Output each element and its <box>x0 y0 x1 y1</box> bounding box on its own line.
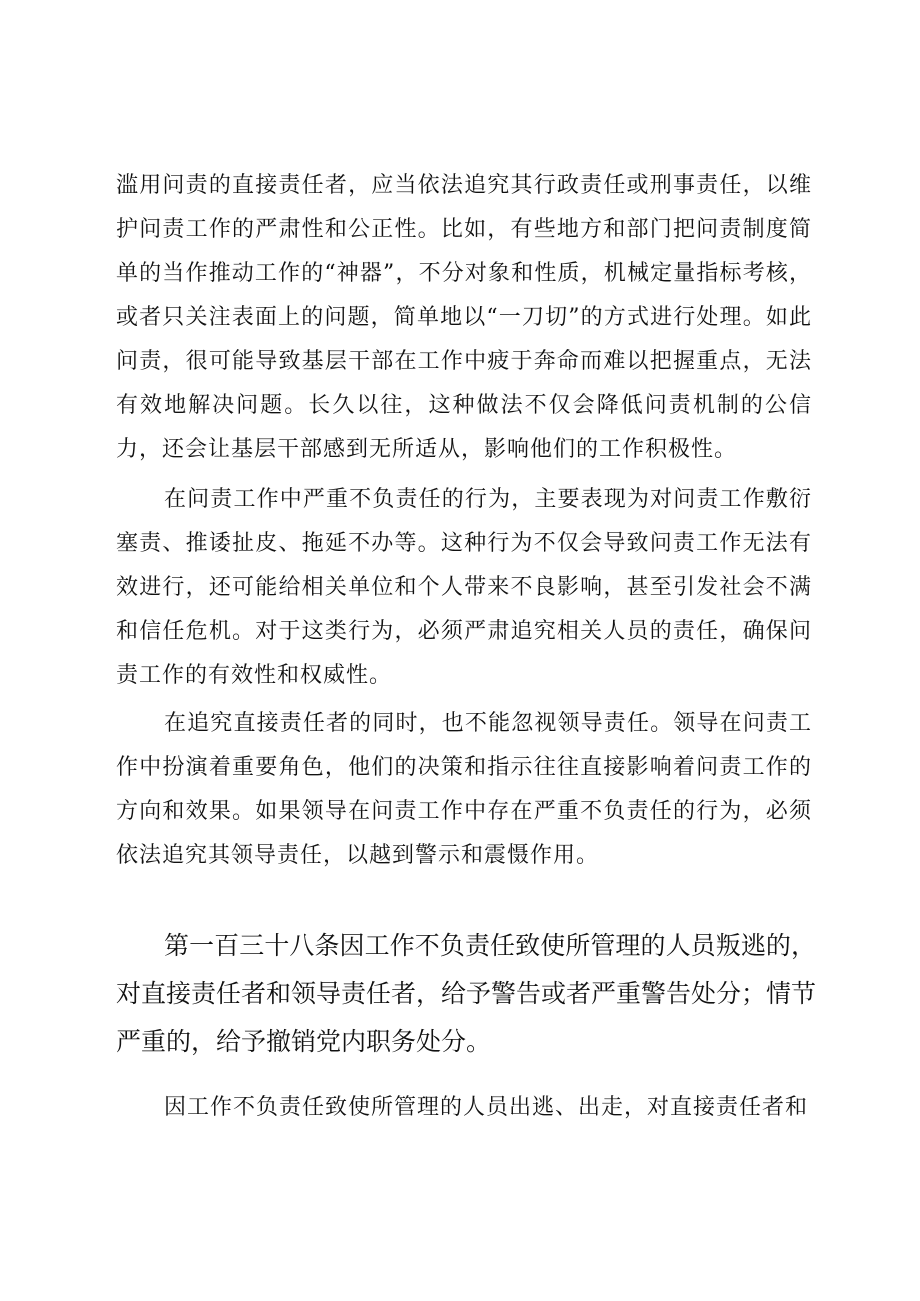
body-paragraph: 滥用问责的直接责任者，应当依法追究其行政责任或刑事责任，以维护问责工作的严肃性和公正性。比如，有些地方和部门把问责制度简单的当作推动工作的“神器”，不分对象和性质，机械定量指标考核，或者只关注表面上的问题，简单地以“一刀切”的方式进行处理。如此问责，很可能导致基层干部在工作中疲于奔命而难以把握重点，无法有效地解决问题。长久以往，这种做法不仅会降低问责机制的公信力，还会让基层干部感到无所适从，影响他们的工作积极性。 <box>116 173 812 462</box>
article-heading: 第一百三十八条因工作不负责任致使所管理的人员叛逃的，对直接责任者和领导责任者，给予警告或者严重警告处分；情节严重的，给予撤销党内职务处分。 <box>116 931 817 1056</box>
body-paragraph: 在问责工作中严重不负责任的行为，主要表现为对问责工作敷衍塞责、推诿扯皮、拖延不办等。这种行为不仅会导致问责工作无法有效进行，还可能给相关单位和个人带来不良影响，甚至引发社会不满和信任危机。对于这类行为，必须严肃追究相关人员的责任，确保问责工作的有效性和权威性。 <box>116 487 812 688</box>
body-paragraph: 因工作不负责任致使所管理的人员出逃、出走，对直接责任者和 <box>164 1095 809 1120</box>
body-paragraph: 在追究直接责任者的同时，也不能忽视领导责任。领导在问责工作中扮演着重要角色，他们的决策和指示往往直接影响着问责工作的方向和效果。如果领导在问责工作中存在严重不负责任的行为，必须依法追究其领导责任，以越到警示和震慑作用。 <box>116 711 812 868</box>
